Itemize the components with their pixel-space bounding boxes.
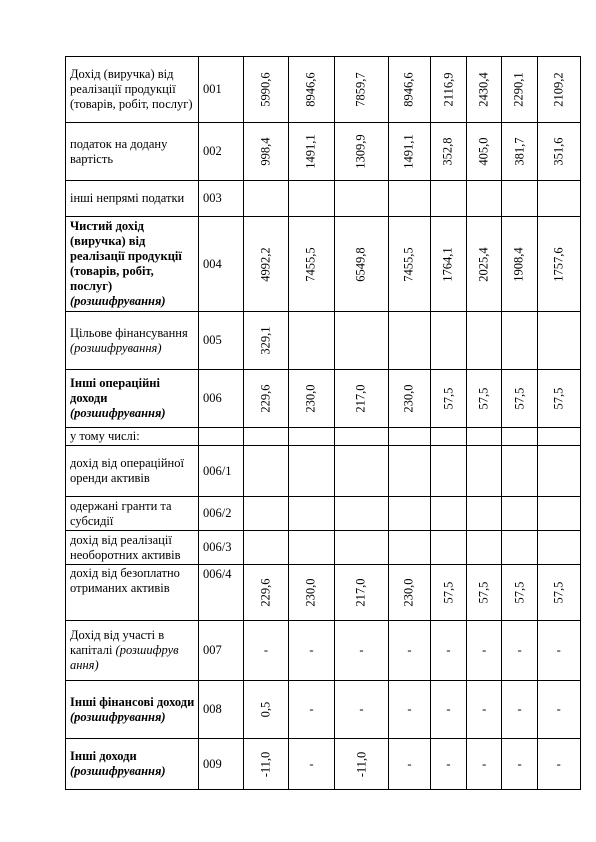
value-text: 0,5 (258, 701, 273, 718)
row-name: дохід від операційної оренди активів (70, 456, 184, 485)
value-cell (431, 123, 467, 181)
value-cell (289, 217, 335, 312)
value-cell (502, 370, 537, 428)
value-text: - (556, 643, 561, 657)
value-cell (537, 312, 580, 370)
row-note: (розшифрування) (70, 406, 166, 420)
value-cell (289, 497, 335, 531)
value-text: - (263, 643, 269, 657)
value-cell (502, 428, 537, 446)
value-text: 8946,6 (304, 72, 318, 107)
value-cell (335, 123, 389, 181)
row-name: Дохід (виручка) від реалізації продукції (товарів, робіт, послуг) (70, 67, 193, 111)
value-cell (502, 123, 537, 181)
value-text: 2430,4 (476, 72, 491, 107)
value-cell (537, 217, 580, 312)
value-cell (244, 565, 289, 621)
value-cell (389, 57, 431, 123)
value-cell (502, 531, 537, 565)
table-row (66, 428, 581, 446)
row-code: 009 (199, 739, 244, 790)
value-cell (537, 57, 580, 123)
value-cell (389, 312, 431, 370)
value-cell (537, 681, 580, 739)
value-cell (289, 312, 335, 370)
table-row (66, 739, 581, 790)
value-text: 230,0 (402, 578, 416, 607)
value-cell (335, 681, 389, 739)
value-cell (537, 446, 580, 497)
row-code: 006 (199, 370, 244, 428)
value-cell (537, 739, 580, 790)
table-row (66, 681, 581, 739)
row-code: 005 (199, 312, 244, 370)
row-name-cell (66, 739, 199, 790)
value-cell (244, 497, 289, 531)
value-cell (467, 181, 502, 217)
value-text: 1309,9 (354, 134, 368, 169)
row-name: інші непрямі податки (70, 191, 185, 205)
row-name-cell (66, 57, 199, 123)
value-text: 7859,7 (354, 72, 368, 107)
value-text: 57,5 (476, 581, 491, 604)
value-text: - (446, 756, 451, 771)
value-text: - (517, 702, 522, 716)
value-text: -11,0 (353, 751, 368, 777)
value-cell (431, 181, 467, 217)
row-name-cell (66, 181, 199, 217)
value-text: 217,0 (354, 578, 368, 607)
value-cell (431, 370, 467, 428)
table-row (66, 565, 581, 621)
value-cell (244, 370, 289, 428)
value-cell (389, 428, 431, 446)
value-text: - (482, 643, 487, 657)
value-cell (537, 531, 580, 565)
value-cell (244, 428, 289, 446)
table-row (66, 531, 581, 565)
value-cell (502, 312, 537, 370)
row-note: (розшифрув ання) (70, 643, 179, 672)
value-cell (389, 531, 431, 565)
value-cell (467, 446, 502, 497)
value-cell (389, 739, 431, 790)
value-cell (431, 565, 467, 621)
value-cell (467, 370, 502, 428)
value-cell (502, 181, 537, 217)
value-cell (537, 621, 580, 681)
value-text: 229,6 (258, 578, 273, 607)
value-text: 57,5 (512, 581, 527, 604)
row-name-cell (66, 217, 199, 312)
value-text: 57,5 (441, 387, 455, 410)
value-text: 57,5 (441, 581, 455, 604)
row-code: 008 (199, 681, 244, 739)
value-cell (289, 621, 335, 681)
value-cell (502, 217, 537, 312)
value-text: 57,5 (476, 387, 491, 410)
value-cell (431, 446, 467, 497)
row-code: 006/1 (199, 446, 244, 497)
value-text: 1908,4 (512, 246, 527, 282)
table-body (66, 57, 581, 790)
value-cell (389, 370, 431, 428)
value-cell (389, 123, 431, 181)
row-name: податок на додану вартість (70, 136, 168, 166)
value-text: 2025,4 (476, 246, 491, 282)
row-name: дохід від безоплатно отриманих активів (70, 566, 180, 595)
value-cell (244, 681, 289, 739)
value-text: - (556, 702, 561, 716)
row-name-cell (66, 565, 199, 621)
value-cell (335, 446, 389, 497)
value-cell (389, 181, 431, 217)
income-table (65, 56, 581, 790)
row-name: Інші операційні доходи (70, 376, 160, 405)
value-text: 329,1 (258, 326, 273, 355)
value-text: 2116,9 (440, 72, 455, 107)
row-name-cell (66, 497, 199, 531)
value-cell (467, 565, 502, 621)
value-cell (467, 57, 502, 123)
value-cell (502, 681, 537, 739)
table-row (66, 497, 581, 531)
value-cell (467, 497, 502, 531)
value-cell (389, 681, 431, 739)
value-cell (537, 497, 580, 531)
value-text: 6549,8 (354, 246, 368, 282)
value-cell (502, 739, 537, 790)
value-text: 57,5 (551, 581, 566, 604)
value-cell (289, 123, 335, 181)
value-text: 57,5 (512, 387, 527, 410)
value-cell (335, 217, 389, 312)
value-text: - (517, 756, 522, 771)
value-text: - (482, 756, 487, 771)
value-text: 230,0 (304, 578, 318, 607)
value-cell (335, 181, 389, 217)
row-name: Дохід від участі в капіталі (70, 628, 165, 657)
value-cell (467, 531, 502, 565)
value-cell (467, 681, 502, 739)
value-text: - (556, 756, 561, 771)
value-cell (244, 446, 289, 497)
value-text: 351,6 (551, 137, 566, 166)
value-cell (431, 57, 467, 123)
value-text: - (309, 643, 314, 657)
value-cell (244, 181, 289, 217)
value-cell (502, 565, 537, 621)
value-cell (389, 446, 431, 497)
value-cell (335, 565, 389, 621)
value-text: 217,0 (354, 384, 368, 413)
value-cell (244, 312, 289, 370)
table-row (66, 312, 581, 370)
value-text: 7455,5 (304, 246, 318, 282)
value-cell (335, 57, 389, 123)
value-text: - (517, 643, 522, 657)
row-note: (розшифрування) (70, 294, 166, 308)
value-cell (431, 681, 467, 739)
row-name: Інші доходи (70, 749, 137, 763)
value-cell (244, 57, 289, 123)
value-text: 229,6 (258, 384, 273, 413)
table-row (66, 123, 581, 181)
value-text: - (407, 702, 412, 716)
value-text: 352,8 (441, 137, 455, 166)
value-cell (244, 531, 289, 565)
value-cell (244, 739, 289, 790)
value-cell (335, 739, 389, 790)
value-text: 1764,1 (441, 246, 455, 282)
value-cell (389, 565, 431, 621)
value-text: 2290,1 (512, 72, 527, 107)
value-cell (502, 446, 537, 497)
value-cell (289, 370, 335, 428)
row-name: Цільове фінансування (70, 325, 188, 340)
value-cell (431, 531, 467, 565)
value-text: 998,4 (258, 137, 273, 166)
value-cell (537, 565, 580, 621)
value-text: 2109,2 (551, 72, 566, 107)
value-cell (502, 621, 537, 681)
row-name: Чистий дохід (виручка) від реалізації продукції (товарів, робіт, послуг) (70, 219, 182, 293)
row-code: 006/4 (199, 565, 244, 621)
value-text: - (359, 702, 364, 716)
value-cell (431, 428, 467, 446)
value-cell (537, 370, 580, 428)
value-cell (467, 123, 502, 181)
value-cell (335, 428, 389, 446)
value-text: 230,0 (402, 384, 416, 413)
table-row (66, 446, 581, 497)
row-code: 006/2 (199, 497, 244, 531)
value-cell (431, 497, 467, 531)
value-cell (431, 217, 467, 312)
value-text: 7455,5 (402, 246, 416, 282)
table-row (66, 621, 581, 681)
value-cell (431, 621, 467, 681)
value-cell (244, 123, 289, 181)
value-text: - (309, 702, 314, 716)
value-cell (537, 428, 580, 446)
value-text: - (407, 756, 412, 771)
value-cell (289, 57, 335, 123)
row-name-cell (66, 531, 199, 565)
value-cell (289, 428, 335, 446)
value-cell (244, 217, 289, 312)
row-name-cell (66, 312, 199, 370)
value-cell (502, 497, 537, 531)
value-cell (289, 181, 335, 217)
value-cell (467, 739, 502, 790)
row-code: 006/3 (199, 531, 244, 565)
value-cell (431, 312, 467, 370)
row-name-cell (66, 123, 199, 181)
value-text: - (446, 643, 451, 657)
value-cell (289, 739, 335, 790)
value-cell (467, 428, 502, 446)
row-name: у тому числі: (70, 429, 140, 443)
value-text: 230,0 (304, 384, 318, 413)
value-text: 381,7 (512, 137, 527, 166)
value-text: 5990,6 (258, 72, 273, 107)
value-text: 4992,2 (258, 246, 273, 282)
value-text: 405,0 (476, 137, 491, 166)
value-text: 1491,1 (304, 134, 318, 169)
value-cell (389, 497, 431, 531)
row-name: дохід від реалізації необоротних активів (70, 532, 181, 562)
row-code: 007 (199, 621, 244, 681)
value-cell (335, 312, 389, 370)
value-text: - (407, 643, 412, 657)
value-cell (289, 565, 335, 621)
value-text: 8946,6 (402, 72, 416, 107)
row-note: (розшифрування) (70, 340, 162, 355)
value-cell (335, 497, 389, 531)
value-cell (335, 621, 389, 681)
row-code (199, 428, 244, 446)
row-name-cell (66, 681, 199, 739)
value-cell (537, 123, 580, 181)
value-text: - (482, 702, 487, 716)
value-text: -11,0 (258, 751, 273, 777)
table-row (66, 217, 581, 312)
value-text: 1757,6 (551, 246, 566, 282)
value-cell (389, 217, 431, 312)
table-row (66, 370, 581, 428)
value-text: 57,5 (551, 387, 566, 410)
row-code: 001 (199, 57, 244, 123)
value-text: 1491,1 (402, 134, 416, 169)
value-cell (537, 181, 580, 217)
value-text: - (446, 702, 451, 716)
row-code: 004 (199, 217, 244, 312)
row-name: одержані гранти та субсидії (70, 498, 172, 528)
value-cell (502, 57, 537, 123)
value-cell (467, 217, 502, 312)
table-row (66, 57, 581, 123)
value-cell (289, 446, 335, 497)
value-cell (389, 621, 431, 681)
value-cell (467, 621, 502, 681)
value-cell (335, 531, 389, 565)
row-code: 003 (199, 181, 244, 217)
row-code: 002 (199, 123, 244, 181)
row-name-cell (66, 446, 199, 497)
row-name-cell (66, 370, 199, 428)
value-text: - (309, 756, 314, 771)
value-text: - (359, 643, 364, 657)
row-note: (розшифрування) (70, 709, 166, 724)
value-cell (289, 531, 335, 565)
row-name-cell (66, 428, 199, 446)
value-cell (289, 681, 335, 739)
table-row (66, 181, 581, 217)
value-cell (244, 621, 289, 681)
row-name-cell (66, 621, 199, 681)
value-cell (467, 312, 502, 370)
row-name: Інші фінансові доходи (70, 694, 195, 709)
value-cell (335, 370, 389, 428)
value-cell (431, 739, 467, 790)
row-note: (розшифрування) (70, 764, 166, 778)
